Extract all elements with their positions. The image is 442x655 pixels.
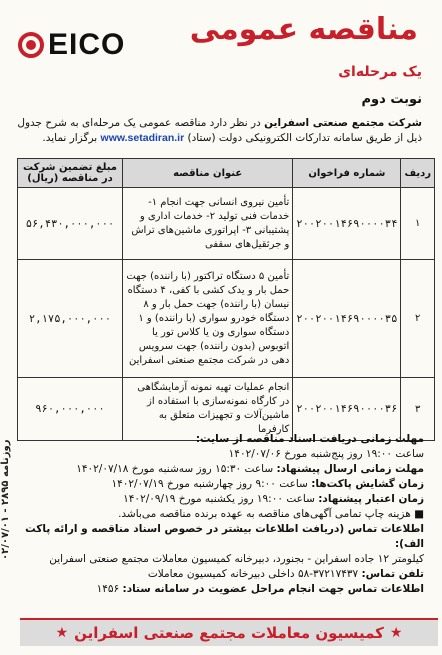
page-title: مناقصه عمومی: [189, 12, 418, 47]
star-icon: ★: [55, 625, 69, 641]
contact-phone-value: ۳۷۲۱۷۴۳۷-۵۸ داخلی دبیرخانه کمیسیون معاملات: [147, 568, 362, 580]
contact-phone-line: [14, 567, 424, 582]
setad-contact-line: [14, 582, 424, 597]
logo-circle-icon: [18, 32, 44, 58]
row-title: تأمین ۵ دستگاه تراکتور (با راننده) جهت حمل بار و یدک کشی با کفی، ۴ دستگاه نیسان (با راننده) جهت حمل بار و ۸ دستگاه خودرو سواری (با راننده) و ۱ دستگاه سواری ون یا کلاس تور یا اتوبوس (بدون راننده) جهت سرویس دهی در شرکت مجتمع صنعتی اسفراین: [123, 260, 293, 378]
footer-banner: [20, 618, 438, 646]
logo-text: EICO: [48, 28, 126, 61]
row-guarantee: ۲,۱۷۵,۰۰۰,۰۰۰: [18, 260, 123, 378]
table-row: [18, 260, 435, 378]
table-row: [18, 188, 435, 260]
footer-text: کمیسیون معاملات مجتمع صنعتی اسفراین: [74, 624, 384, 642]
tender-round: یک مرحله‌ای: [338, 64, 422, 80]
contact-address: کیلومتر ۱۲ جاده اسفراین - بجنورد، دبیرخانه کمیسیون معاملات مجتمع صنعتی اسفراین: [49, 553, 424, 565]
col-header-guarantee: مبلغ تضمین شرکت در مناقصه (ریال): [18, 159, 123, 188]
deadline-value: ساعت ۱۹:۰۰ روز پنج‌شنبه مورخ ۱۴۰۲/۰۷/۰۶: [228, 448, 424, 460]
opening-line: [14, 477, 424, 492]
intro-text: در نظر دارد مناقصه عمومی یک مرحله‌ای به شرح جدول ذیل از طریق سامانه تدارکات الکترونیکی دولت (ستاد): [17, 117, 422, 144]
table-header-row: [18, 159, 435, 188]
opening-label: زمان گشایش پاکت‌ها:: [311, 478, 424, 490]
validity-label: زمان اعتبار پیشنهاد:: [318, 493, 424, 505]
setad-contact-value: ۱۴۵۶: [96, 583, 123, 595]
contact-heading: اطلاعات تماس (دریافت اطلاعات بیشتر در خصوص اسناد مناقصه و ارائه پاکت الف):: [25, 523, 424, 550]
tender-details: [14, 432, 424, 597]
validity-value: ساعت ۱۹:۰۰ روز یکشنبه مورخ ۱۴۰۲/۰۹/۱۹: [123, 493, 319, 505]
fee-note-text: هزینه چاپ تمامی آگهی‌های مناقصه به عهده برنده مناقصه می‌باشد.: [118, 508, 411, 520]
bullet-icon: ■: [410, 508, 424, 520]
opening-value: ساعت ۹:۰۰ روز چهارشنبه مورخ ۱۴۰۲/۰۷/۱۹: [111, 478, 312, 490]
fee-note: [14, 507, 424, 522]
company-logo: [18, 28, 125, 62]
row-title: تأمین نیروی انسانی جهت انجام ۱- خدمات فنی تولید ۲- خدمات اداری و پشتیبانی ۳- اپراتوری ماشین‌های تراش و جرثقیل‌های سقفی: [123, 188, 293, 260]
tender-table: [17, 158, 435, 441]
publication-turn: نوبت دوم: [361, 92, 422, 107]
row-guarantee: ۹۶۰,۰۰۰,۰۰۰: [18, 378, 123, 441]
star-icon: ★: [389, 625, 403, 641]
newspaper-issue-label: روزنامه ۲۸۹۵ - ۰۲/۰۷/۰۱: [0, 439, 11, 561]
row-guarantee: ۵۶,۴۳۰,۰۰۰,۰۰۰: [18, 188, 123, 260]
row-title: انجام عملیات تهیه نمونه آزمایشگاهی در کارگاه نمونه‌سازی با استفاده از ماشین‌آلات و تجهیزات متعلق به کارفرما: [123, 378, 293, 441]
row-index: ۱: [401, 188, 435, 260]
col-header-title: عنوان مناقصه: [123, 159, 293, 188]
row-index: ۳: [401, 378, 435, 441]
row-number: ۲۰۰۲۰۰۱۴۶۹۰۰۰۰۳۵: [293, 260, 401, 378]
row-number: ۲۰۰۲۰۰۱۴۶۹۰۰۰۰۳۶: [293, 378, 401, 441]
submit-label: مهلت زمانی ارسال پیشنهاد:: [276, 463, 424, 475]
validity-line: [14, 492, 424, 507]
submit-line: [14, 462, 424, 477]
row-index: ۲: [401, 260, 435, 378]
intro-text-end: برگزار نماید.: [42, 132, 101, 144]
col-header-number: شماره فراخوان: [293, 159, 401, 188]
contact-phone-label: تلفن تماس:: [361, 568, 424, 580]
col-header-index: ردیف: [401, 159, 435, 188]
company-name: شرکت مجتمع صنعتی اسفراین: [264, 117, 422, 129]
submit-value: ساعت ۱۵:۳۰ روز سه‌شنبه مورخ ۱۴۰۲/۰۷/۱۸: [76, 463, 277, 475]
row-number: ۲۰۰۲۰۰۱۴۶۹۰۰۰۰۳۴: [293, 188, 401, 260]
deadline-heading: مهلت زمانی دریافت اسناد مناقصه از سایت:: [195, 433, 424, 445]
intro-paragraph: [12, 116, 422, 146]
setad-link[interactable]: www.setadiran.ir: [100, 132, 185, 144]
setad-contact-label: اطلاعات تماس جهت انجام مراحل عضویت در سامانه ستاد:: [122, 583, 424, 595]
